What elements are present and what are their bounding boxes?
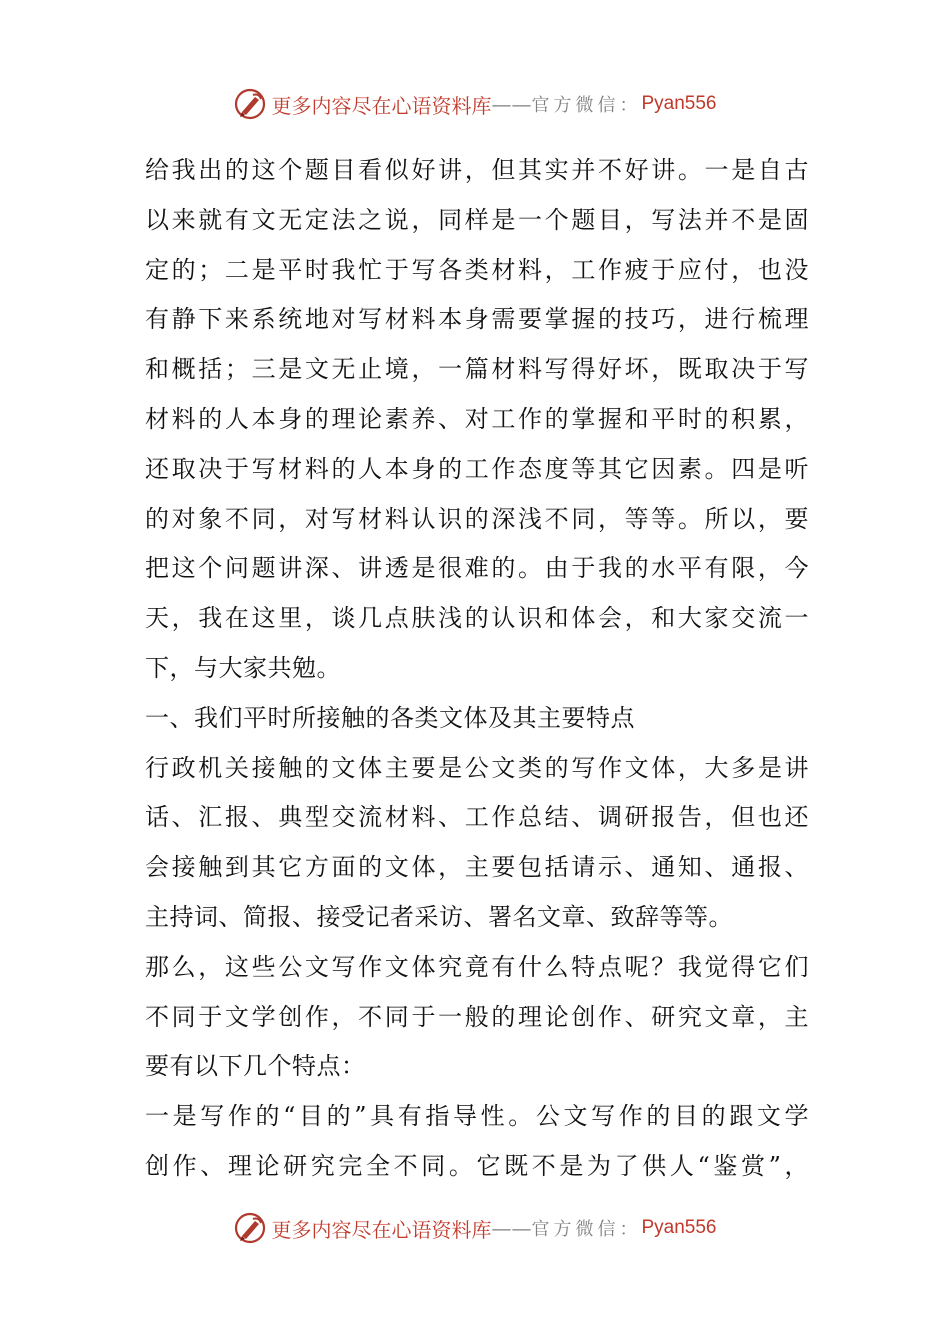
document-body bbox=[145, 146, 809, 1192]
watermark-wechat-label: 官方微信： bbox=[531, 1219, 642, 1240]
watermark-wechat-id: Pyan556 bbox=[641, 93, 717, 114]
text-line: 和概括；三是文无止境，一篇材料写得好坏，既取决于写 bbox=[145, 355, 809, 384]
text-line: 那么，这些公文写作文体究竟有什么特点呢？我觉得它们 bbox=[145, 952, 809, 981]
header-watermark bbox=[0, 84, 950, 124]
text-line: 的对象不同，对写材料认识的深浅不同，等等。所以，要 bbox=[145, 504, 809, 533]
footer-watermark bbox=[0, 1208, 950, 1248]
text-line: 材料的人本身的理论素养、对工作的掌握和平时的积累， bbox=[145, 404, 809, 433]
text-line: 主持词、简报、接受记者采访、署名文章、致辞等等。 bbox=[145, 902, 733, 931]
text-line: 要有以下几个特点： bbox=[145, 1052, 366, 1081]
watermark-dash: —— bbox=[491, 92, 532, 116]
text-line: 定的；二是平时我忙于写各类材料，工作疲于应付，也没 bbox=[145, 255, 809, 284]
text-line: 不同于文学创作，不同于一般的理论创作、研究文章，主 bbox=[145, 1002, 809, 1031]
watermark-site-text: 更多内容尽在心语资料库 bbox=[271, 1217, 492, 1242]
text-line: 行政机关接触的文体主要是公文类的写作文体，大多是讲 bbox=[145, 753, 809, 782]
text-line: 天，我在这里，谈几点肤浅的认识和体会，和大家交流一 bbox=[145, 604, 809, 633]
text-line: 以来就有文无定法之说，同样是一个题目，写法并不是固 bbox=[145, 205, 809, 234]
text-line: 把这个问题讲深、讲透是很难的。由于我的水平有限，今 bbox=[145, 554, 809, 583]
text-line: 有静下来系统地对写材料本身需要掌握的技巧，进行梳理 bbox=[145, 305, 809, 334]
watermark-site-text: 更多内容尽在心语资料库 bbox=[271, 93, 492, 118]
text-line: 下，与大家共勉。 bbox=[145, 653, 341, 682]
pen-logo-icon bbox=[233, 1211, 267, 1245]
watermark-dash: —— bbox=[491, 1216, 532, 1240]
text-line: 会接触到其它方面的文体，主要包括请示、通知、通报、 bbox=[145, 853, 809, 882]
text-line: 给我出的这个题目看似好讲，但其实并不好讲。一是自古 bbox=[145, 156, 809, 184]
pen-logo-icon bbox=[233, 87, 267, 121]
text-line: 一是写作的“目的”具有指导性。公文写作的目的跟文学 bbox=[145, 1102, 809, 1131]
text-line: 创作、理论研究完全不同。它既不是为了供人“鉴赏”， bbox=[145, 1151, 809, 1180]
watermark-wechat-label: 官方微信： bbox=[531, 95, 642, 116]
text-line: 还取决于写材料的人本身的工作态度等其它因素。四是听 bbox=[145, 454, 809, 483]
watermark-wechat-id: Pyan556 bbox=[641, 1217, 717, 1238]
text-line: 话、汇报、典型交流材料、工作总结、调研报告，但也还 bbox=[145, 803, 809, 832]
section-heading: 一、我们平时所接触的各类文体及其主要特点 bbox=[145, 703, 635, 732]
